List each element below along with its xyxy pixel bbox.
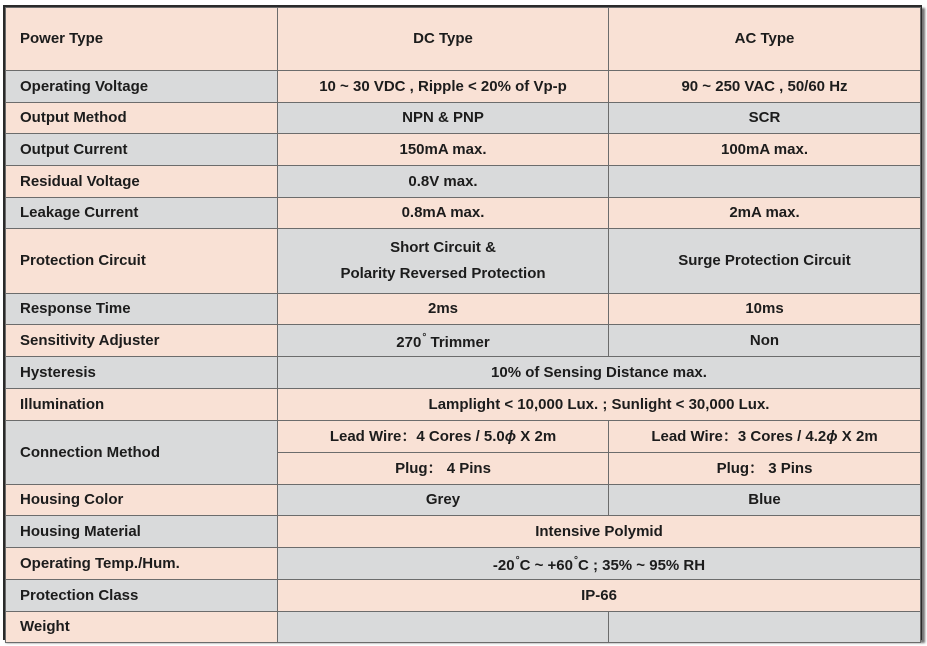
dc-value (278, 325, 609, 357)
row-label: Operating Temp./Hum. (6, 548, 278, 580)
ac-value: Blue (609, 485, 921, 516)
dc-line-2: Polarity Reversed Protection (340, 265, 546, 282)
dc-value (278, 229, 609, 294)
row-housing-material (6, 516, 921, 548)
dc-line-1: Short Circuit & (390, 239, 496, 256)
temp-low: -20 (492, 557, 515, 574)
dc-value: 0.8V max. (278, 166, 609, 198)
ac-value: 10ms (609, 294, 921, 325)
dc-value: 2ms (278, 294, 609, 325)
row-label: Operating Voltage (6, 71, 278, 103)
row-housing-color (6, 485, 921, 516)
row-label: Housing Color (6, 485, 278, 516)
dc-wire-prefix: Lead Wire：4 Cores / 5.0 (329, 427, 505, 445)
ac-value (609, 166, 921, 198)
degree-mark: ° (515, 555, 520, 566)
merged-value: 10% of Sensing Distance max. (278, 357, 921, 389)
ac-wire (609, 421, 921, 453)
merged-value (278, 548, 921, 580)
row-operating-voltage (6, 71, 921, 103)
row-weight (6, 612, 921, 643)
dc-number: 270 (396, 334, 422, 351)
spec-table (5, 7, 921, 643)
row-label: Output Current (6, 134, 278, 166)
row-protection-circuit (6, 229, 921, 294)
dc-value: 10 ~ 30 VDC , Ripple < 20% of Vp-p (278, 71, 609, 103)
ac-value: Non (609, 325, 921, 357)
dc-suffix: Trimmer (426, 334, 490, 351)
row-label: Connection Method (6, 421, 278, 485)
temp-tail: C ; 35% ~ 95% RH (577, 557, 706, 574)
phi-symbol: ϕ (826, 427, 838, 445)
spec-table-frame (3, 5, 922, 640)
dc-value (278, 612, 609, 643)
row-label: Housing Material (6, 516, 278, 548)
dc-value: 150mA max. (278, 134, 609, 166)
phi-symbol: ϕ (504, 427, 517, 445)
row-sensitivity-adjuster (6, 325, 921, 357)
row-label: Illumination (6, 389, 278, 421)
dc-value: 0.8mA max. (278, 198, 609, 229)
row-operating-temp (6, 548, 921, 580)
ac-value (609, 612, 921, 643)
row-label: Protection Class (6, 580, 278, 612)
merged-value: IP-66 (278, 580, 921, 612)
degree-mark: ° (422, 332, 427, 343)
row-hysteresis (6, 357, 921, 389)
ac-plug: Plug： 3 Pins (609, 453, 921, 485)
ac-value: 2mA max. (609, 198, 921, 229)
dc-wire (278, 421, 609, 453)
header-dc: DC Type (278, 8, 609, 71)
dc-value: NPN & PNP (278, 103, 609, 134)
ac-wire-suffix: X 2m (837, 427, 878, 445)
row-label: Sensitivity Adjuster (6, 325, 278, 357)
row-residual-voltage (6, 166, 921, 198)
row-label: Hysteresis (6, 357, 278, 389)
row-connection-method-wire (6, 421, 921, 453)
row-output-method (6, 103, 921, 134)
row-illumination (6, 389, 921, 421)
header-label: Power Type (6, 8, 278, 71)
merged-value: Intensive Polymid (278, 516, 921, 548)
row-response-time (6, 294, 921, 325)
row-label: Leakage Current (6, 198, 278, 229)
row-label: Residual Voltage (6, 166, 278, 198)
row-protection-class (6, 580, 921, 612)
dc-value: Grey (278, 485, 609, 516)
row-label: Protection Circuit (6, 229, 278, 294)
ac-value: 90 ~ 250 VAC , 50/60 Hz (609, 71, 921, 103)
row-label: Weight (6, 612, 278, 643)
temp-mid: C ~ +60 (519, 557, 573, 574)
ac-value: SCR (609, 103, 921, 134)
dc-wire-suffix: X 2m (516, 427, 557, 445)
ac-value: 100mA max. (609, 134, 921, 166)
row-leakage-current (6, 198, 921, 229)
row-output-current (6, 134, 921, 166)
degree-mark: ° (573, 555, 578, 566)
ac-value: Surge Protection Circuit (609, 229, 921, 294)
dc-plug: Plug： 4 Pins (278, 453, 609, 485)
row-label: Response Time (6, 294, 278, 325)
row-label: Output Method (6, 103, 278, 134)
ac-wire-prefix: Lead Wire：3 Cores / 4.2 (651, 427, 827, 445)
merged-value: Lamplight < 10,000 Lux. ; Sunlight < 30,000 Lux. (278, 389, 921, 421)
header-ac: AC Type (609, 8, 921, 71)
header-row (6, 8, 921, 71)
